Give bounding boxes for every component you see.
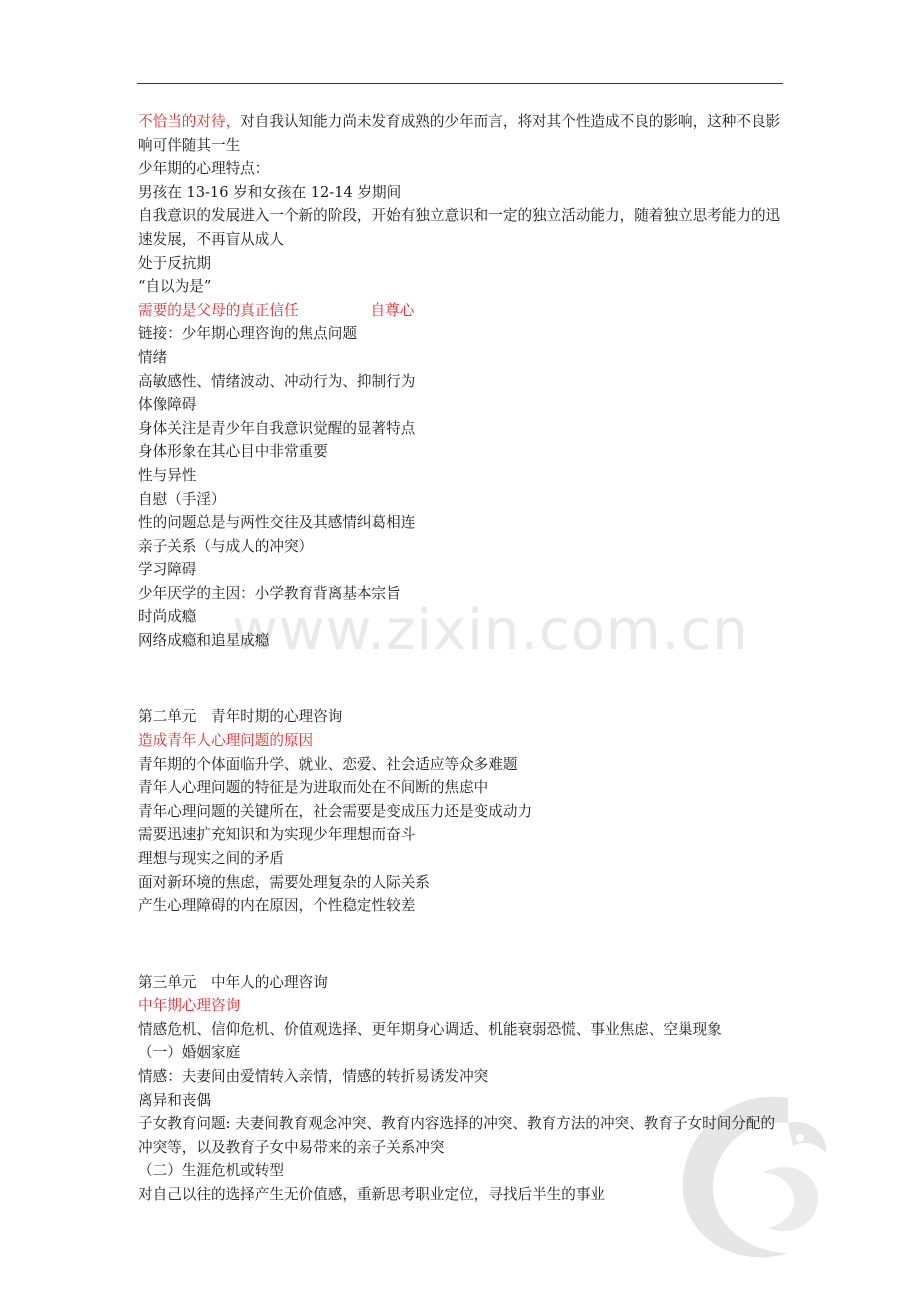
text-line <box>138 605 786 629</box>
body-text: 亲子关系（与成人的冲突） <box>138 537 314 555</box>
text-line <box>138 1112 786 1159</box>
body-text: 学习障碍 <box>138 561 197 579</box>
text-line <box>138 729 786 753</box>
header-rule <box>137 83 783 84</box>
body-text: 处于反抗期 <box>138 254 211 272</box>
body-text: 对自我认知能力尚未发育成熟的少年而言，将对其个性造成不良的影响，这种不良影响可伴随其一生 <box>138 113 781 154</box>
text-line <box>138 558 786 582</box>
text-line <box>138 440 786 464</box>
body-text: 理想与现实之间的矛盾 <box>138 850 284 867</box>
text-line <box>138 252 786 276</box>
body-text: 时尚成瘾 <box>138 608 197 626</box>
body-text: 性与异性 <box>138 466 197 484</box>
text-line <box>138 629 786 653</box>
text-line <box>138 346 786 370</box>
body-text: 少年厌学的主因：小学教育背离基本宗旨 <box>138 584 401 602</box>
text-line <box>138 464 786 488</box>
body-text: （二）生涯危机或转型 <box>138 1162 284 1180</box>
body-text: 高敏感性、情绪波动、冲动行为、抑制行为 <box>138 372 416 390</box>
text-line <box>138 322 786 346</box>
body-text: 男孩在 13-16 岁和女孩在 12-14 岁期间 <box>138 183 402 201</box>
text-line <box>138 1183 786 1207</box>
text-line <box>138 1089 786 1113</box>
body-text: 青年人心理问题的特征是为进取而处在不间断的焦虑中 <box>138 779 489 797</box>
body-text: 离异和丧偶 <box>138 1091 211 1109</box>
text-line <box>138 157 786 181</box>
text-line <box>138 1018 786 1042</box>
body-text: 第三单元 中年人的心理咨询 <box>138 973 328 991</box>
body-text: 需要迅速扩充知识和为实现少年理想而奋斗 <box>138 826 416 844</box>
paragraph-gap <box>138 932 786 956</box>
body-text: 身体形象在其心目中非常重要 <box>138 443 328 461</box>
body-text: 情感危机、信仰危机、价值观选择、更年期身心调适、机能衰弱恐慌、事业焦虑、空巢现象 <box>138 1020 722 1038</box>
text-line <box>138 275 786 299</box>
body-text: 对自己以往的选择产生无价值感，重新思考职业定位，寻找后半生的事业 <box>138 1185 606 1203</box>
text-line <box>138 776 786 800</box>
body-text: 面对新环境的焦虑，需要处理复杂的人际关系 <box>138 873 430 891</box>
body-text: 体像障碍 <box>138 396 197 414</box>
body-text: （一）婚姻家庭 <box>138 1044 241 1062</box>
body-text: 少年期的心理特点： <box>138 160 270 178</box>
watermark-text: www.zixin.com.cn <box>232 598 749 663</box>
paragraph-gap <box>138 667 786 691</box>
text-line <box>138 847 786 871</box>
body-text: 产生心理障碍的内在原因，个性稳定性较差 <box>138 897 416 915</box>
text-line <box>138 582 786 606</box>
body-text: “自以为是” <box>138 278 212 296</box>
body-text: 身体关注是青少年自我意识觉醒的显著特点 <box>138 419 416 437</box>
text-line <box>138 1159 786 1183</box>
body-text: 子女教育问题: 夫妻间教育观念冲突、教育内容选择的冲突、教育方法的冲突、教育子女时间分配的冲突等，以及教育子女中易带来的亲子关系冲突 <box>138 1115 776 1156</box>
text-line <box>138 299 786 323</box>
text-line <box>138 753 786 777</box>
body-text: 情感：夫妻间由爱情转入亲情，情感的转折易诱发冲突 <box>138 1067 489 1085</box>
text-line <box>138 511 786 535</box>
body-text: 自慰（手淫） <box>138 490 226 508</box>
text-line <box>138 535 786 559</box>
text-line <box>138 417 786 441</box>
body-text: 网络成瘾和追星成瘾 <box>138 632 270 650</box>
body-text: 情绪 <box>138 348 168 366</box>
text-line <box>138 823 786 847</box>
highlight-text: 造成青年人心理问题的原因 <box>138 732 314 750</box>
highlight-text: 不恰当的对待， <box>138 113 241 130</box>
highlight-text: 自尊心 <box>370 301 415 319</box>
text-line <box>138 393 786 417</box>
text-line <box>138 800 786 824</box>
text-line <box>138 1065 786 1089</box>
text-line <box>138 370 786 394</box>
text-line <box>138 971 786 995</box>
text-line <box>138 204 786 251</box>
text-line <box>138 894 786 918</box>
body-text: 第二单元 青年时期的心理咨询 <box>138 708 343 726</box>
highlight-text: 中年期心理咨询 <box>138 997 241 1015</box>
text-line <box>138 181 786 205</box>
text-line <box>138 705 786 729</box>
text-line <box>138 994 786 1018</box>
body-text: 青年期的个体面临升学、就业、恋爱、社会适应等众多难题 <box>138 755 518 773</box>
document-body <box>138 110 786 1207</box>
highlight-text: 需要的是父母的真正信任 <box>138 301 299 319</box>
text-line <box>138 871 786 895</box>
body-text: 链接：少年期心理咨询的焦点问题 <box>138 325 357 343</box>
text-line <box>138 1041 786 1065</box>
text-line <box>138 488 786 512</box>
body-text: 青年心理问题的关键所在，社会需要是变成压力还是变成动力 <box>138 802 533 820</box>
body-text: 自我意识的发展进入一个新的阶段，开始有独立意识和一定的独立活动能力，随着独立思考能力的迅速发展，不再盲从成人 <box>138 207 781 248</box>
body-text: 性的问题总是与两性交往及其感情纠葛相连 <box>138 514 416 532</box>
text-line <box>138 110 786 157</box>
